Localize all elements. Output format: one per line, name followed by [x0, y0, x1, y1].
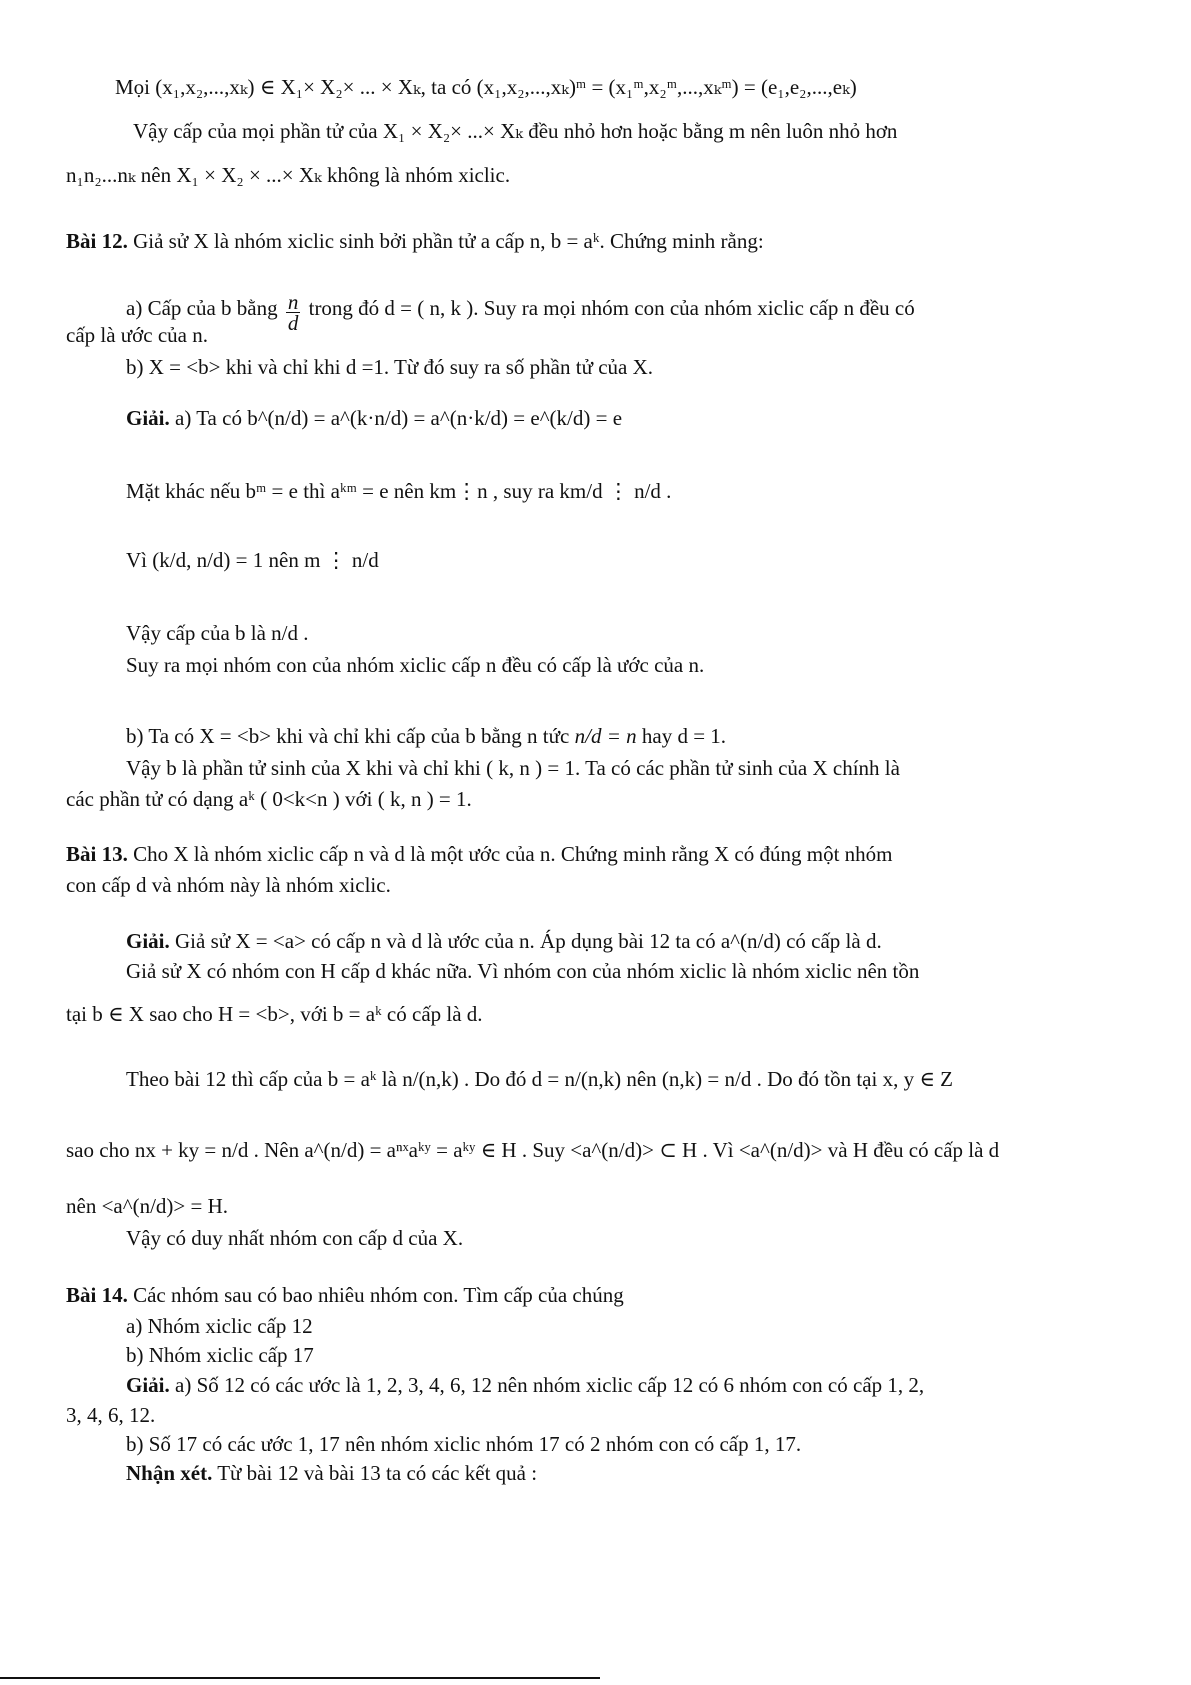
text-line: Vì (k/d, n/d) = 1 nên m ⋮ n/d [126, 548, 379, 572]
text-line: Mọi (x₁,x₂,...,xₖ) ∈ X₁× X₂× ... × Xₖ, ta có (x₁,x₂,...,xₖ)ᵐ = (x₁ᵐ,x₂ᵐ,...,xₖᵐ) = (e₁,e₂,...,eₖ) [115, 75, 857, 99]
footer-rule [0, 1677, 600, 1679]
text-line: tại b ∈ X sao cho H = <b>, với b = aᵏ có cấp là d. [66, 1002, 483, 1026]
text-line: n₁n₂...nₖ nên X₁ × X₂ × ...× Xₖ không là nhóm xiclic. [66, 163, 511, 187]
text-line: các phần tử có dạng aᵏ ( 0<k<n ) với ( k, n ) = 1. [66, 787, 472, 811]
text-line: 3, 4, 6, 12. [66, 1403, 156, 1427]
text-line: b) Số 17 có các ước 1, 17 nên nhóm xiclic nhóm 17 có 2 nhóm con có cấp 1, 17. [126, 1432, 802, 1456]
solution-14a: Giải. a) Số 12 có các ước là 1, 2, 3, 4, 6, 12 nên nhóm xiclic cấp 12 có 6 nhóm con có cấp 1, 2, [126, 1373, 925, 1397]
text-line: Vậy cấp của mọi phần tử của X₁ × X₂× ...× Xₖ đều nhỏ hơn hoặc bằng m nên luôn nhỏ hơn [133, 119, 898, 143]
text-line: nên <a^(n/d)> = H. [66, 1194, 229, 1218]
text-line: Giả sử X có nhóm con H cấp d khác nữa. Vì nhóm con của nhóm xiclic là nhóm xiclic nên tồn [126, 959, 920, 983]
solution-13: Giải. Giả sử X = <a> có cấp n và d là ước của n. Áp dụng bài 12 ta có a^(n/d) có cấp là d. [126, 929, 882, 953]
text-line: b) Nhóm xiclic cấp 17 [126, 1343, 314, 1367]
exercise-12-title: Bài 12. Giả sử X là nhóm xiclic sinh bởi phần tử a cấp n, b = aᵏ. Chứng minh rằng: [66, 229, 764, 253]
solution-12a: Giải. a) Ta có b^(n/d) = a^(k·n/d) = a^(n·k/d) = e^(k/d) = e [126, 406, 623, 430]
text-line: b) Ta có X = <b> khi và chỉ khi cấp của b bằng n tức n/d = n hay d = 1. [126, 724, 727, 748]
text-line: con cấp d và nhóm này là nhóm xiclic. [66, 873, 391, 897]
exercise-13-title: Bài 13. Cho X là nhóm xiclic cấp n và d là một ước của n. Chứng minh rằng X có đúng một nhóm [66, 842, 893, 866]
text-line: Vậy cấp của b là n/d . [126, 621, 309, 645]
text-line: a) Cấp của b bằng $\frac{n}{d}$ trong đó d = ( n, k ). Suy ra mọi nhóm con của nhóm xiclic cấp n đều có [126, 290, 915, 335]
text-line: cấp là ước của n. [66, 323, 208, 347]
text-line: Vậy có duy nhất nhóm con cấp d của X. [126, 1226, 464, 1250]
text-line: b) X = <b> khi và chỉ khi d =1. Từ đó suy ra số phần tử của X. [126, 355, 654, 379]
remark: Nhận xét. Từ bài 12 và bài 13 ta có các kết quả : [126, 1461, 538, 1485]
exercise-14-title: Bài 14. Các nhóm sau có bao nhiêu nhóm con. Tìm cấp của chúng [66, 1283, 624, 1307]
text-line: a) Nhóm xiclic cấp 12 [126, 1314, 313, 1338]
text-line: Suy ra mọi nhóm con của nhóm xiclic cấp n đều có cấp là ước của n. [126, 653, 705, 677]
text-line: sao cho nx + ky = n/d . Nên a^(n/d) = aⁿˣaᵏʸ = aᵏʸ ∈ H . Suy <a^(n/d)> ⊂ H . Vì <a^(n/d)> và H đều có cấp là d [66, 1138, 1000, 1162]
text-line: Theo bài 12 thì cấp của b = aᵏ là n/(n,k) . Do đó d = n/(n,k) nên (n,k) = n/d . Do đó tồn tại x, y ∈ Z [126, 1067, 953, 1091]
text-line: Mặt khác nếu bᵐ = e thì aᵏᵐ = e nên km⋮n , suy ra km/d ⋮ n/d . [126, 479, 672, 503]
text-line: Vậy b là phần tử sinh của X khi và chỉ khi ( k, n ) = 1. Ta có các phần tử sinh của X chính là [126, 756, 900, 780]
